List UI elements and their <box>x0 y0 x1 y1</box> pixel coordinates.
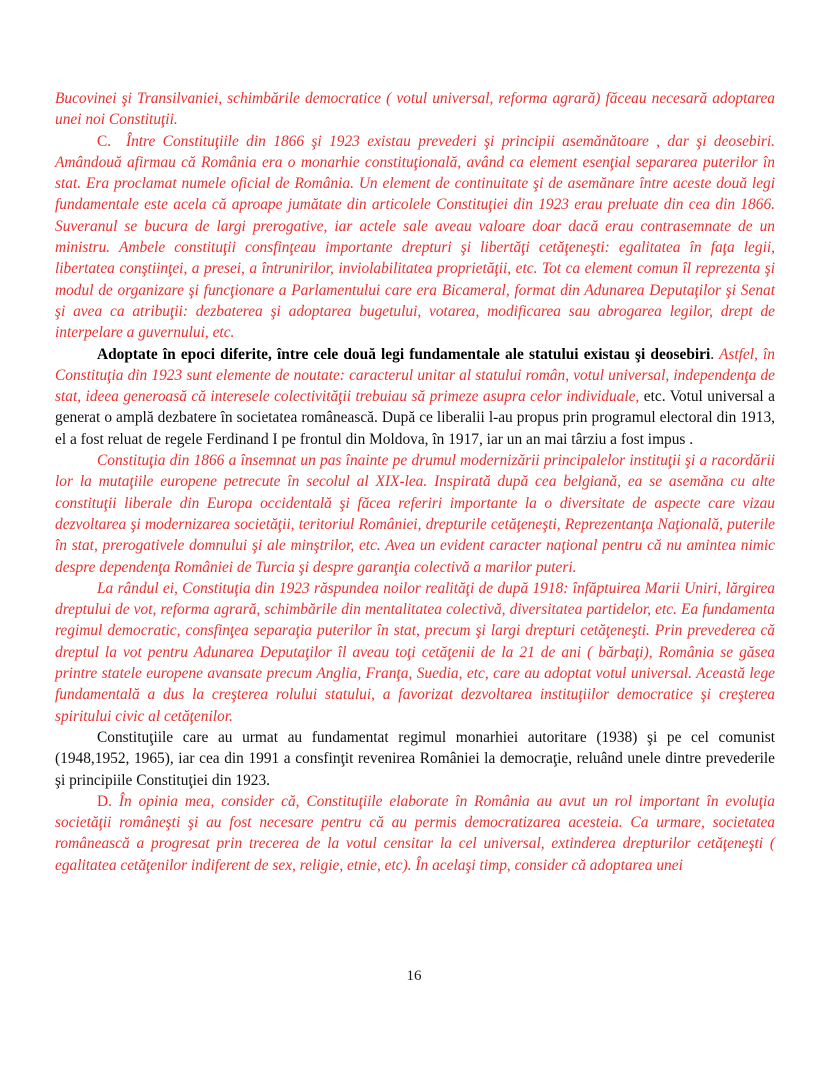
page-number: 16 <box>406 968 422 984</box>
constitution-1923-text: La rândul ei, Constituţia din 1923 răspundea noilor realităţi de după 1918: înfăptuirea Marii Uniri, lărgirea dreptului de vot, reforma agrară, schimbările din mentalitatea colectivă, diversitatea partidelor, etc. Ea fundamenta regimul democratic, consfinţea separaţia puterilor în stat, precum şi largi drepturi cetăţeneşti. Prin prevederea că dreptul la vot pentru Adunarea Deputaţilor îl aveau toţi cetăţenii de la 21 de ani ( bărbaţi), România se găsea printre statele europene avansate precum Anglia, Franţa, Suedia, etc, care au adoptat votul universal. Această lege fundamentală a dus la creşterea rolului statului, a favorizat dezvoltarea instituţiilor democratice şi creşterea spiritului civic al cetăţenilor. <box>55 579 775 725</box>
document-body <box>55 88 775 876</box>
section-label-c: C. <box>97 132 112 150</box>
emphasis-bold-statement: Adoptate în epoci diferite, între cele două legi fundamentale ale statului existau şi deosebiri <box>97 345 711 363</box>
paragraph-later-constitutions <box>55 727 775 791</box>
paragraph-constitution-1866 <box>55 450 775 578</box>
section-label-d: D. <box>97 792 112 810</box>
later-constitutions-text: Constituţiile care au urmat au fundamentat regimul monarhiei autoritare (1938) şi pe cel comunist (1948,1952, 1965), iar cea din 1991 a consfinţit revenirea României la democraţie, reluând unele dintre prevederile şi principiile Constituţiei din 1923. <box>55 728 775 789</box>
section-c-text: Între Constituţiile din 1866 şi 1923 existau prevederi şi principii asemănătoare , dar şi deosebiri. Amândouă afirmau că România era o monarhie constituţională, având ca element esenţial separarea puterilor în stat. Era proclamat numele oficial de România. Un element de continuitate şi de asemănare între aceste două legi fundamentale este acela că aproape jumătate din articolele Constituţiei din 1923 erau preluate din cea din 1866. Suveranul se bucura de largi prerogative, iar actele sale aveau valoare doar dacă erau contrasemnate de un ministru. Ambele constituţii consfinţeau importante drepturi şi libertăţi cetăţeneşti: egalitatea în faţa legii, libertatea conştiinţei, a presei, a întrunirilor, inviolabilitatea proprietăţii, etc. Tot ca element comun îl reprezenta şi modul de organizare şi funcţionare a Parlamentului care era Bicameral, format din Adunarea Deputaţilor şi Senat şi avea ca atribuţii: dezbaterea şi adoptarea bugetului, votarea, modificarea sau abrogarea legilor, drept de interpelare a guvernului, etc. <box>55 132 775 342</box>
constitution-1866-text: Constituţia din 1866 a însemnat un pas înainte pe drumul modernizării principalelor instituţii şi a racordării lor la mutaţiile europene petrecute în secolul al XIX-lea. Inspirată după cea belgiană, ea se asemăna cu alte constituţii liberale din Europa occidentală şi făcea referiri importante la o diversitate de aspecte care vizau dezvoltarea şi modernizarea societăţii, teritoriul României, drepturile cetăţeneşti, Reprezentanţa Naţională, puterile în stat, prerogativele domnului şi ale minştrilor, etc. Avea un evident caracter naţional pentru că nu amintea nimic despre dependenţa României de Turcia şi despre garanţia colectivă a marilor puteri. <box>55 452 775 576</box>
paragraph-constitution-1923 <box>55 578 775 727</box>
paragraph-section-c <box>55 131 775 344</box>
mixed-black-tail-text: etc. Votul universal a generat o amplă dezbatere în societatea românească. După ce liberalii l-au propus prin programul electoral din 1913, el a fost reluat de regele Ferdinand I pe frontul din Moldova, în 1917, iar un an mai târziu a fost impus . <box>55 388 775 448</box>
emphasis-bold-statement-period: . <box>710 345 715 363</box>
paragraph-section-d <box>55 791 775 876</box>
paragraph-continuation-text: Bucovinei şi Transilvaniei, schimbările democratice ( votul universal, reforma agrară) făceau necesară adoptarea unei noi Constituţii. <box>55 90 775 129</box>
mixed-red-italic-text: Astfel, în Constituţia din 1923 sunt elemente de noutate: caracterul unitar al statului român, votul universal, independenţa de stat, ideea generoasă că interesele colectivităţii trebuiau să primeze asupra celor individuale, <box>55 345 775 406</box>
section-d-text: În opinia mea, consider că, Constituţiile elaborate în România au avut un rol important în evoluţia societăţii româneşti şi au fost necesare pentru că au permis democratizarea acesteia. Ca urmare, societatea românească a progresat prin trecerea de la votul censitar la cel universal, extinderea drepturilor cetăţeneşti ( egalitatea cetăţenilor indiferent de sex, religie, etnie, etc). În acelaşi timp, consider că adoptarea unei <box>55 792 775 874</box>
paragraph-mixed-emphasis <box>55 344 775 450</box>
paragraph-continuation <box>55 88 775 131</box>
